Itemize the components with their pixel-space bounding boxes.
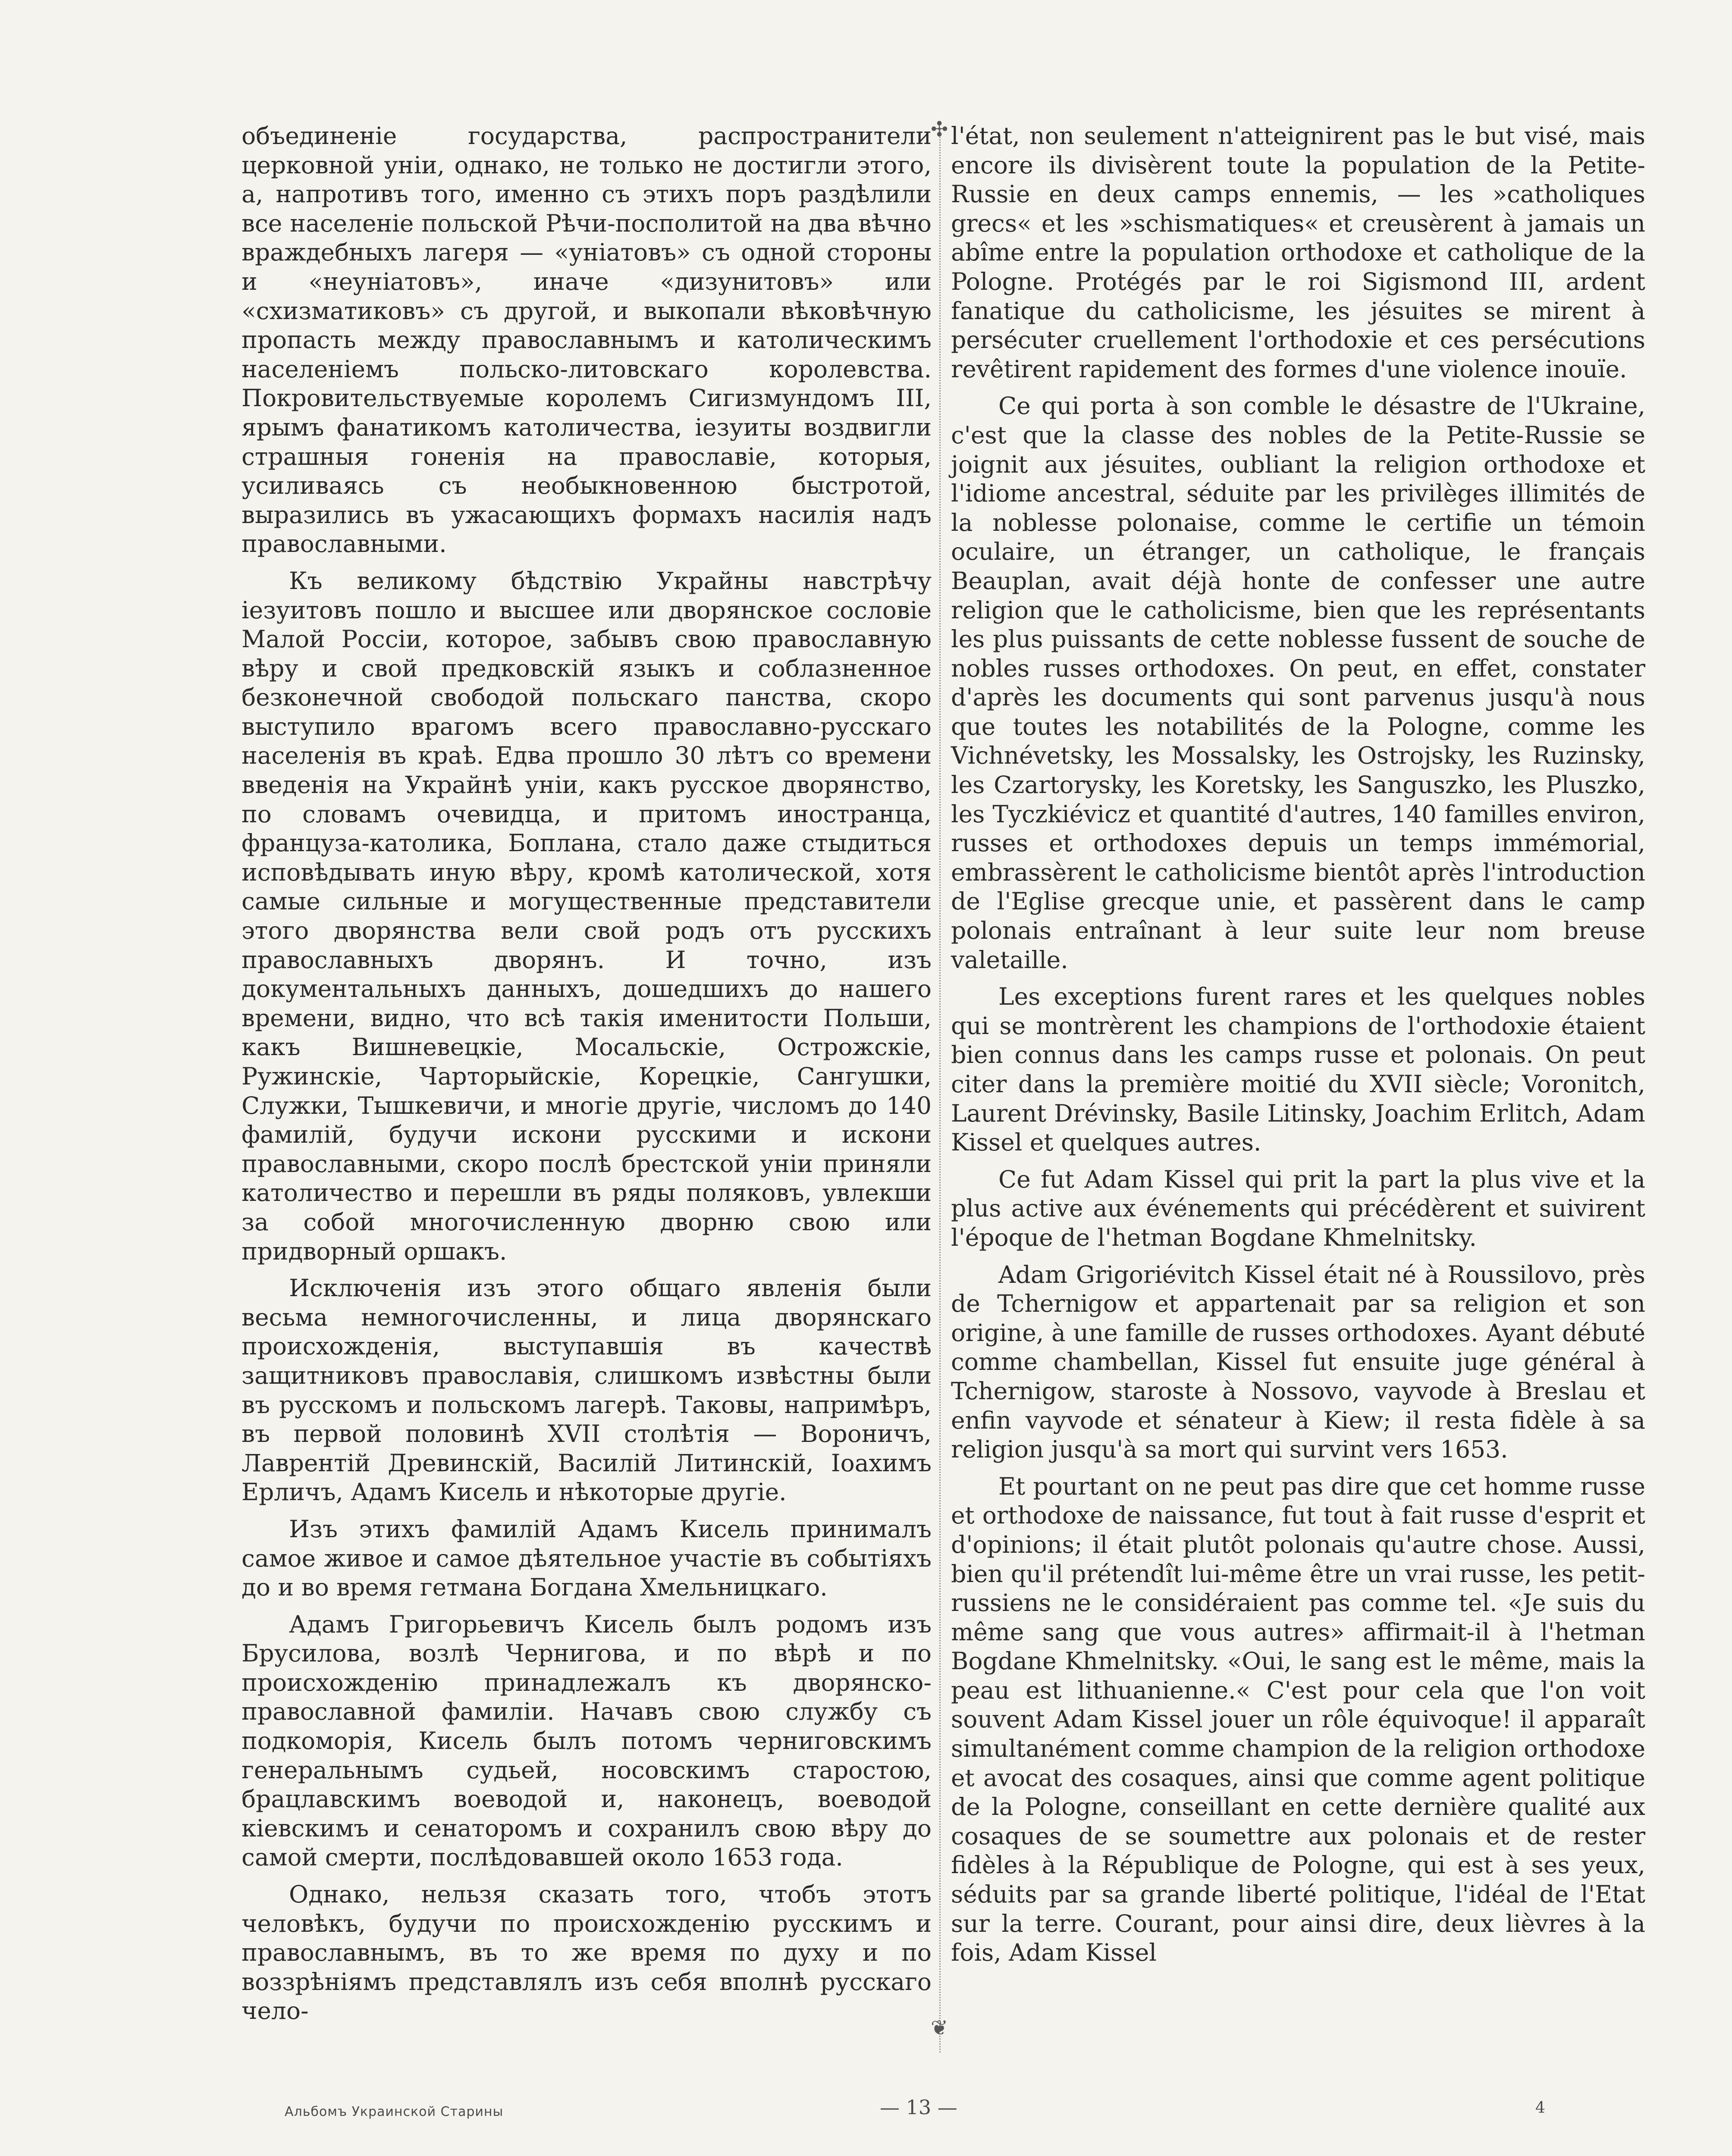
ru-paragraph-5: Адамъ Григорьевичъ Кисель былъ родомъ изъ Брусилова, возлѣ Чернигова, и по вѣрѣ и по происхожденію принадлежалъ къ дворянско-православной фамиліи. Начавъ свою службу съ подкоморія, Кисель былъ потомъ черниговскимъ генеральнымъ судьей, носовскимъ старостою, брацлавскимъ воеводой и, наконецъ, воеводой кіевскимъ и сенаторомъ и сохранилъ свою вѣру до самой смерти, послѣдовавшей около 1653 года. xyxy=(242,1610,932,1871)
ru-paragraph-3: Исключенія изъ этого общаго явленія были весьма немногочисленны, и лица дворянскаго происхожденія, выступавшія въ качествѣ защитниковъ православія, слишкомъ извѣстны были въ русскомъ и польскомъ лагерѣ. Таковы, напримѣръ, въ первой половинѣ XVII столѣтія — Вороничъ, Лаврентій Древинскій, Василій Литинскій, Іоахимъ Ерличъ, Адамъ Кисель и нѣкоторые другіе. xyxy=(242,1274,932,1506)
fr-paragraph-3: Les exceptions furent rares et les quelques nobles qui se montrèrent les champions de l'orthodoxie étaient bien connus dans les camps russe et polonais. On peut citer dans la première moitié du XVII siècle; Voronitch, Laurent Drévinsky, Basile Litinsky, Joachim Erlitch, Adam Kissel et quelques autres. xyxy=(951,983,1645,1156)
bottom-ornament: ❦ xyxy=(931,2016,948,2040)
page-number: — 13 — xyxy=(880,2096,957,2119)
ru-paragraph-2: Къ великому бѣдствію Украйны навстрѣчу іезуитовъ пошло и высшее или дворянское сословіе Малой Россіи, которое, забывъ свою православную вѣру и свой предковскій языкъ и соблазненное безконечной свободой польскаго панства, скоро выступило врагомъ всего православно-русскаго населенія въ краѣ. Едва прошло 30 лѣтъ со времени введенія на Украйнѣ уніи, какъ русское дворянство, по словамъ очевидца, и притомъ иностранца, француза-католика, Боплана, стало даже стыдиться исповѣдывать иную вѣру, кромѣ католической, хотя самые сильные и могущественные представители этого дворянства вели свой родъ отъ русскихъ православныхъ дворянъ. И точно, изъ документальныхъ данныхъ, дошедшихъ до нашего времени, видно, что всѣ такія именитости Польши, какъ Вишневецкіе, Мосальскіе, Острожскіе, Ружинскіе, Чарторыйскіе, Корецкіе, Сангушки, Служки, Тышкевичи, и многіе другіе, числомъ до 140 фамилій, будучи искони русскими и искони православными, скоро послѣ брестской уніи приняли католичество и перешли въ ряды поляковъ, увлекши за собой многочисленную дворню свою или придворный оршакъ. xyxy=(242,567,932,1265)
fr-paragraph-5: Adam Grigoriévitch Kissel était né à Roussilovo, près de Tchernigow et appartenait par sa religion et son origine, à une famille de russes orthodoxes. Ayant débuté comme chambellan, Kissel fut ensuite juge général à Tchernigow, staroste à Nossovo, vayvode à Breslau et enfin vayvode et sénateur à Kiew; il resta fidèle à sa religion jusqu'à sa mort qui survint vers 1653. xyxy=(951,1260,1645,1463)
fr-paragraph-2: Ce qui porta à son comble le désastre de l'Ukraine, c'est que la classe des nobles de la Petite-Russie se joignit aux jésuites, oubliant la religion orthodoxe et l'idiome ancestral, séduite par les privilèges illimités de la noblesse polonaise, comme le certifie un témoin oculaire, un étranger, un catholique, le français Beauplan, avait déjà honte de confesser une autre religion que le catholicisme, bien que les représentants les plus puissants de cette noblesse fussent de souche de nobles russes orthodoxes. On peut, en effet, constater d'après les documents qui sont parvenus jusqu'à nous que toutes les notabilités de la Pologne, comme les Vichnévetsky, les Mossalsky, les Ostrojsky, les Ruzinsky, les Czartorysky, les Koretsky, les Sanguszko, les Pluszko, les Tyczkiévicz et quantité d'autres, 140 familles environ, russes et orthodoxes depuis un temps immémorial, embrassèrent le catholicisme bientôt après l'introduction de l'Eglise grecque unie, et passèrent dans le camp polonais entraînant à leur suite leur nom breuse valetaille. xyxy=(951,392,1645,974)
footer-album-title: Альбомъ Украинской Старины xyxy=(285,2104,504,2119)
ru-paragraph-4: Изъ этихъ фамилій Адамъ Кисель принималъ самое живое и самое дѣятельное участіе въ событіяхъ до и во время гетмана Богдана Хмельницкаго. xyxy=(242,1515,932,1601)
top-ornament: ✣ xyxy=(931,117,948,141)
fr-paragraph-1: l'état, non seulement n'atteignirent pas le but visé, mais encore ils divisèrent toute la population de la Petite-Russie en deux camps ennemis, — les »catholiques grecs« et les »schismatiques« et creusèrent à jamais un abîme entre la population orthodoxe et catholique de la Pologne. Protégés par le roi Sigismond III, ardent fanatique du catholicisme, les jésuites se mirent à persécuter cruellement l'orthodoxie et ces persécutions revêtirent rapidement des formes d'une violence inouïe. xyxy=(951,122,1645,383)
russian-column xyxy=(242,122,932,2026)
french-column xyxy=(951,122,1645,1968)
ru-paragraph-1: объединеніе государства, распространители церковной уніи, однако, не только не достигли этого, а, напротивъ того, именно съ этихъ поръ раздѣлили все населеніе польской Рѣчи-посполитой на два вѣчно враждебныхъ лагеря — «уніатовъ» съ одной стороны и «неуніатовъ», иначе «дизунитовъ» или «схизматиковъ» съ другой, и выкопали вѣковѣчную пропасть между православнымъ и католическимъ населеніемъ польско-литовскаго королевства. Покровительствуемые королемъ Сигизмундомъ III, ярымъ фанатикомъ католичества, іезуиты воздвигли страшныя гоненія на православіе, которыя, усиливаясь съ необыкновенною быстротой, выразились въ ужасающихъ формахъ насилія надъ православными. xyxy=(242,122,932,558)
column-divider xyxy=(939,129,942,2053)
fr-paragraph-4: Ce fut Adam Kissel qui prit la part la plus vive et la plus active aux événements qui précédèrent et suivirent l'époque de l'hetman Bogdane Khmelnitsky. xyxy=(951,1165,1645,1251)
signature-mark: 4 xyxy=(1535,2099,1545,2117)
fr-paragraph-6: Et pourtant on ne peut pas dire que cet homme russe et orthodoxe de naissance, fut tout à fait russe d'esprit et d'opinions; il était plutôt polonais qu'autre chose. Aussi, bien qu'il prétendît lui-même être un vrai russe, les petit-russiens ne le considéraient pas comme tel. «Je suis du même sang que vous autres» affirmait-il à l'hetman Bogdane Khmelnitsky. «Oui, le sang est le même, mais la peau est lithuanienne.« C'est pour cela que l'on voit souvent Adam Kissel jouer un rôle équivoque! il apparaît simultanément comme champion de la religion orthodoxe et avocat des cosaques, ainsi que comme agent politique de la Pologne, conseillant en cette dernière qualité aux cosaques de se soumettre aux polonais et de rester fidèles à la République de Pologne, qui est à ses yeux, séduits par sa grande liberté politique, l'idéal de l'Etat sur la terre. Courant, pour ainsi dire, deux lièvres à la fois, Adam Kissel xyxy=(951,1472,1645,1967)
ru-paragraph-6: Однако, нельзя сказать того, чтобъ этотъ человѣкъ, будучи по происхожденію русскимъ и православнымъ, въ то же время по духу и по воззрѣніямъ представлялъ изъ себя вполнѣ русскаго чело- xyxy=(242,1880,932,2025)
